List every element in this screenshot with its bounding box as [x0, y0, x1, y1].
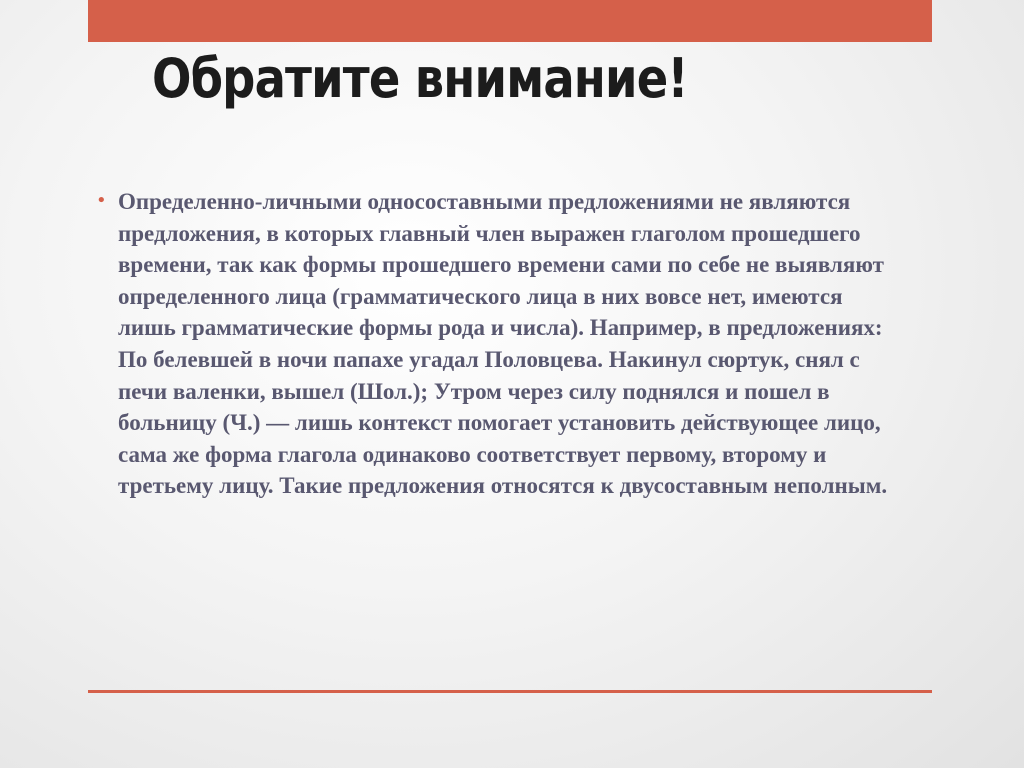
- bullet-text: Определенно-личными односоставными предложениями не являются предложения, в которых главный член выражен глаголом прошедшего времени, так как формы прошедшего времени сами по себе не выявляют определенного лица (грамматического лица в них вовсе нет, имеются лишь грамматические формы рода и числа). Например, в предложениях: По белевшей в ночи папахе угадал Половцева. Накинул сюртук, снял с печи валенки, вышел (Шол.); Утром через силу поднялся и пошел в больницу (Ч.) — лишь контекст помогает установить действующее лицо, сама же форма глагола одинаково соответствует первому, второму и третьему лицу. Такие предложения относятся к двусоставным неполным.: [118, 189, 888, 499]
- slide-content: [96, 186, 896, 502]
- bullet-item: [96, 186, 896, 502]
- top-accent-bar: [88, 0, 932, 42]
- bullet-dot-icon: •: [96, 190, 107, 211]
- slide-title: Обратите внимание!: [152, 47, 688, 110]
- bottom-divider-line: [88, 690, 932, 693]
